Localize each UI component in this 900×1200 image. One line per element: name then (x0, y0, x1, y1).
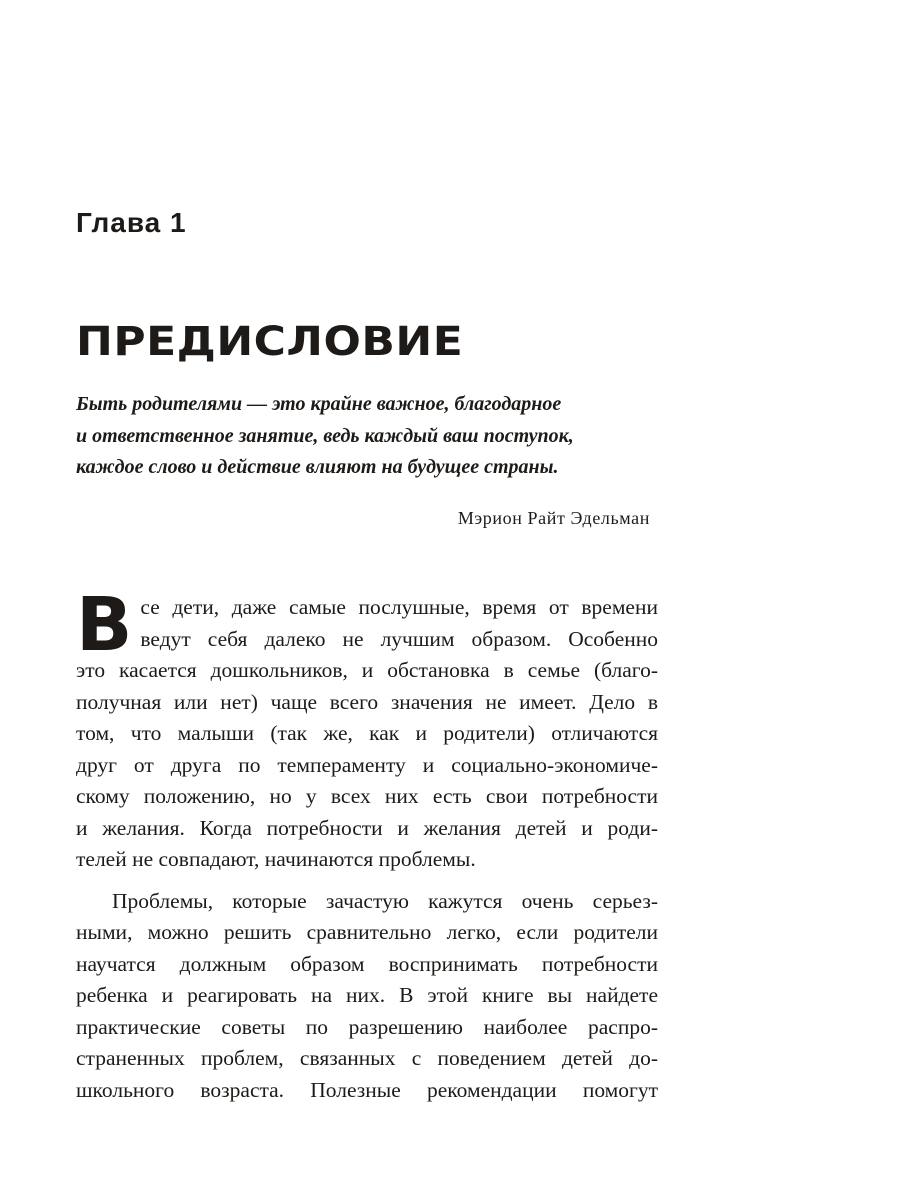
chapter-label: Глава 1 (76, 207, 187, 238)
text-line: и желания. Когда потребности и желания детей и роди- (76, 815, 658, 840)
body-text (76, 582, 658, 1106)
text-line: школьного возраста. Полезные рекомендации помогут (76, 1077, 658, 1102)
paragraph-1 (76, 582, 658, 876)
epigraph-author: Мэрион Райт Эдельман (457, 508, 650, 528)
epigraph-line: каждое слово и действие влияют на будущее страны. (76, 456, 559, 478)
text-line: страненных проблем, связанных с поведением детей до- (76, 1046, 658, 1070)
chapter-title: ПРЕДИСЛОВИЕ (76, 318, 464, 365)
epigraph-line: Быть родителями — это крайне важное, благодарное (76, 393, 562, 415)
text-line: друг от друга по темпераменту и социально-экономиче- (76, 752, 658, 777)
text-line: это касается дошкольников, и обстановка в семье (благо- (76, 658, 658, 682)
text-line: телей не совпадают, начинаются проблемы. (76, 847, 476, 871)
text-line: ребенка и реагировать на них. В этой книге вы найдете (76, 983, 658, 1007)
text-line: получная или нет) чаще всего значения не имеет. Дело в (76, 689, 658, 714)
text-line: скому положению, но у всех них есть свои потребности (76, 784, 658, 808)
text-line: ными, можно решить сравнительно легко, если родители (76, 920, 658, 944)
epigraph-line: и ответственное занятие, ведь каждый ваш поступок, (76, 424, 574, 447)
epigraph (76, 389, 676, 484)
text-line: ведут себя далеко не лучшим образом. Особенно (140, 626, 658, 651)
text-line: се дети, даже самые послушные, время от времени (140, 595, 658, 619)
text-line: научатся должным образом воспринимать потребности (76, 951, 658, 976)
text-line: Проблемы, которые зачастую кажутся очень серьез- (112, 888, 658, 913)
paragraph-2 (76, 886, 658, 1107)
drop-cap: В (76, 582, 133, 668)
text-line: том, что малыши (так же, как и родители) отличаются (76, 721, 658, 745)
text-line: практические советы по разрешению наиболее распро- (76, 1014, 658, 1039)
